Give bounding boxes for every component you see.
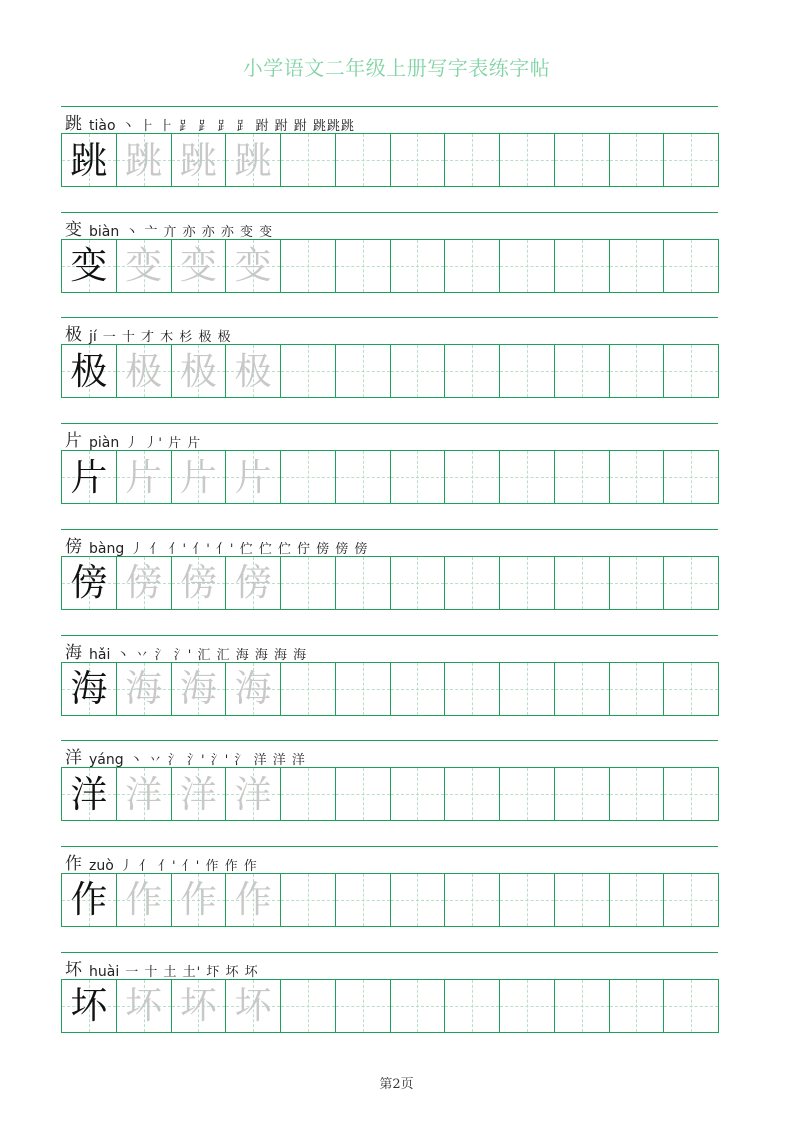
guide-line	[363, 768, 364, 820]
guide-line	[527, 240, 528, 292]
trace-cell	[117, 344, 172, 398]
character-label: 作	[65, 853, 82, 874]
practice-row	[61, 212, 718, 294]
blank-cell	[500, 133, 555, 187]
blank-cell	[610, 979, 665, 1033]
character-label: 海	[65, 642, 82, 663]
trace-cell	[117, 767, 172, 821]
guide-line	[582, 874, 583, 926]
blank-cell	[445, 133, 500, 187]
pinyin-label: piàn	[89, 435, 120, 452]
guide-line	[636, 980, 637, 1032]
blank-cell	[555, 873, 610, 927]
guide-line	[417, 240, 418, 292]
blank-cell	[336, 979, 391, 1033]
guide-line	[472, 557, 473, 609]
stroke-order: 丿 亻 亻' 亻' 作 作 作	[119, 858, 258, 874]
guide-line	[417, 345, 418, 397]
stroke-order: 丶 ⺊ ⺊ ⻊ ⻊ ⻊ ⻊ 跗 跗 跗 跳跳跳	[121, 119, 355, 134]
blank-cell	[281, 979, 336, 1033]
guide-line	[527, 768, 528, 820]
guide-line	[472, 451, 473, 503]
guide-line	[691, 451, 692, 503]
writing-grid	[61, 662, 718, 716]
blank-cell	[281, 556, 336, 610]
stroke-order: 一 十 才 木 杉 极 极	[102, 330, 232, 346]
guide-line	[636, 768, 637, 820]
guide-line	[527, 345, 528, 397]
character-info	[65, 431, 201, 451]
blank-cell	[445, 979, 500, 1033]
blank-cell	[445, 767, 500, 821]
trace-character: 海	[234, 667, 272, 710]
model-character: 坏	[70, 984, 108, 1028]
blank-cell	[610, 556, 665, 610]
blank-cell	[445, 239, 500, 293]
trace-cell	[117, 873, 172, 927]
trace-cell	[226, 662, 281, 716]
guide-line	[308, 345, 309, 397]
blank-cell	[391, 979, 446, 1033]
trace-character: 片	[234, 455, 272, 499]
trace-cell	[226, 767, 281, 821]
trace-character: 变	[179, 244, 217, 288]
guide-line	[417, 557, 418, 609]
blank-cell	[664, 662, 719, 716]
guide-line	[691, 345, 692, 397]
model-character: 极	[70, 349, 108, 393]
model-cell	[62, 239, 117, 293]
model-character: 片	[70, 455, 108, 499]
practice-row	[61, 846, 718, 928]
blank-cell	[500, 979, 555, 1033]
model-character: 变	[70, 244, 108, 288]
blank-cell	[500, 556, 555, 610]
model-character: 傍	[70, 561, 108, 605]
blank-cell	[336, 556, 391, 610]
blank-cell	[610, 133, 665, 187]
blank-cell	[555, 662, 610, 716]
guide-line	[363, 345, 364, 397]
guide-line	[472, 768, 473, 820]
stroke-order: 丶 丷 氵 氵' 汇 汇 海 海 海 海	[116, 647, 308, 663]
blank-cell	[500, 239, 555, 293]
pinyin-label: yáng	[89, 752, 124, 769]
character-info	[65, 537, 368, 557]
practice-row	[61, 529, 718, 611]
writing-grid	[61, 979, 718, 1033]
guide-line	[472, 980, 473, 1032]
model-cell	[62, 767, 117, 821]
stroke-order: 丶 亠 亣 亦 亦 亦 变 变	[125, 224, 274, 240]
stroke-order: 丿 丿' 片 片	[125, 436, 202, 452]
blank-cell	[445, 556, 500, 610]
practice-row	[61, 952, 718, 1034]
model-cell	[62, 979, 117, 1033]
model-cell	[62, 556, 117, 610]
guide-line	[308, 768, 309, 820]
guide-line	[363, 557, 364, 609]
model-cell	[62, 450, 117, 504]
guide-line	[472, 663, 473, 715]
character-info	[65, 854, 258, 874]
character-info	[65, 748, 306, 768]
trace-character: 洋	[179, 772, 217, 816]
guide-line	[582, 345, 583, 397]
trace-cell	[226, 556, 281, 610]
blank-cell	[610, 767, 665, 821]
blank-cell	[500, 344, 555, 398]
guide-line	[527, 557, 528, 609]
pinyin-label: hǎi	[89, 646, 111, 663]
blank-cell	[555, 979, 610, 1033]
row-divider	[61, 529, 718, 530]
character-info	[65, 325, 232, 345]
blank-cell	[391, 767, 446, 821]
blank-cell	[281, 239, 336, 293]
blank-cell	[281, 133, 336, 187]
blank-cell	[391, 556, 446, 610]
trace-cell	[172, 133, 227, 187]
blank-cell	[445, 662, 500, 716]
blank-cell	[336, 662, 391, 716]
practice-row	[61, 423, 718, 505]
guide-line	[636, 240, 637, 292]
blank-cell	[281, 767, 336, 821]
guide-line	[582, 134, 583, 186]
blank-cell	[281, 873, 336, 927]
blank-cell	[555, 450, 610, 504]
guide-line	[691, 980, 692, 1032]
blank-cell	[391, 239, 446, 293]
guide-line	[308, 134, 309, 186]
character-info	[65, 960, 259, 980]
guide-line	[582, 240, 583, 292]
guide-line	[417, 980, 418, 1032]
guide-line	[363, 240, 364, 292]
pinyin-label: tiào	[89, 118, 116, 134]
blank-cell	[555, 344, 610, 398]
guide-line	[417, 663, 418, 715]
trace-character: 坏	[125, 984, 163, 1028]
guide-line	[308, 874, 309, 926]
practice-row	[61, 317, 718, 399]
guide-line	[691, 240, 692, 292]
guide-line	[582, 768, 583, 820]
blank-cell	[391, 133, 446, 187]
guide-line	[308, 240, 309, 292]
trace-character: 海	[125, 667, 163, 710]
guide-line	[363, 451, 364, 503]
page-title: 小学语文二年级上册写字表练字帖	[242, 56, 551, 80]
trace-cell	[117, 979, 172, 1033]
blank-cell	[500, 450, 555, 504]
blank-cell	[664, 873, 719, 927]
character-label: 洋	[65, 748, 82, 769]
blank-cell	[664, 344, 719, 398]
guide-line	[417, 874, 418, 926]
blank-cell	[664, 556, 719, 610]
character-info	[65, 114, 355, 134]
model-cell	[62, 344, 117, 398]
blank-cell	[610, 662, 665, 716]
trace-cell	[117, 239, 172, 293]
trace-cell	[172, 344, 227, 398]
blank-cell	[664, 133, 719, 187]
guide-line	[582, 557, 583, 609]
row-divider	[61, 106, 718, 107]
trace-cell	[226, 239, 281, 293]
trace-cell	[172, 979, 227, 1033]
model-cell	[62, 873, 117, 927]
guide-line	[472, 240, 473, 292]
trace-cell	[172, 556, 227, 610]
stroke-order: 丶 丷 氵 氵' 氵' 氵 洋 洋 洋	[129, 753, 306, 769]
guide-line	[308, 557, 309, 609]
guide-line	[636, 345, 637, 397]
page-number: 第2页	[379, 1077, 414, 1092]
model-character: 作	[70, 878, 108, 922]
guide-line	[582, 451, 583, 503]
blank-cell	[336, 767, 391, 821]
trace-cell	[172, 873, 227, 927]
blank-cell	[610, 344, 665, 398]
guide-line	[691, 134, 692, 186]
pinyin-label: bàng	[89, 540, 125, 557]
guide-line	[417, 134, 418, 186]
guide-line	[691, 874, 692, 926]
blank-cell	[336, 344, 391, 398]
character-label: 变	[65, 219, 82, 240]
guide-line	[527, 663, 528, 715]
blank-cell	[281, 344, 336, 398]
writing-grid	[61, 133, 718, 187]
trace-character: 海	[179, 667, 217, 710]
trace-character: 坏	[179, 984, 217, 1028]
guide-line	[636, 557, 637, 609]
blank-cell	[445, 450, 500, 504]
blank-cell	[555, 767, 610, 821]
guide-line	[636, 451, 637, 503]
trace-cell	[226, 873, 281, 927]
trace-cell	[117, 662, 172, 716]
blank-cell	[445, 873, 500, 927]
trace-cell	[117, 556, 172, 610]
guide-line	[472, 134, 473, 186]
guide-line	[363, 874, 364, 926]
pinyin-label: jí	[89, 329, 97, 346]
character-label: 坏	[65, 959, 82, 980]
practice-row	[61, 635, 718, 717]
row-divider	[61, 952, 718, 953]
row-divider	[61, 846, 718, 847]
guide-line	[527, 134, 528, 186]
blank-cell	[664, 979, 719, 1033]
pinyin-label: biàn	[89, 223, 120, 240]
writing-grid	[61, 450, 718, 504]
trace-character: 洋	[125, 772, 163, 816]
guide-line	[636, 134, 637, 186]
blank-cell	[555, 239, 610, 293]
blank-cell	[336, 450, 391, 504]
trace-character: 跳	[179, 138, 217, 182]
trace-character: 片	[125, 455, 163, 499]
practice-row	[61, 106, 718, 188]
guide-line	[363, 663, 364, 715]
trace-character: 跳	[234, 138, 272, 182]
blank-cell	[555, 133, 610, 187]
writing-grid	[61, 344, 718, 398]
trace-cell	[172, 450, 227, 504]
guide-line	[472, 345, 473, 397]
character-info	[65, 220, 273, 240]
blank-cell	[555, 556, 610, 610]
stroke-order: 丿 亻 亻' 亻' 亻' 伫 伫 伫 佇 傍 傍 傍	[130, 541, 369, 557]
guide-line	[636, 874, 637, 926]
trace-character: 极	[234, 349, 272, 393]
blank-cell	[445, 344, 500, 398]
blank-cell	[610, 873, 665, 927]
trace-cell	[226, 344, 281, 398]
row-divider	[61, 740, 718, 741]
blank-cell	[664, 767, 719, 821]
model-character: 跳	[70, 138, 108, 182]
trace-character: 坏	[234, 984, 272, 1028]
blank-cell	[500, 873, 555, 927]
trace-cell	[172, 239, 227, 293]
trace-cell	[172, 767, 227, 821]
practice-row	[61, 740, 718, 822]
trace-cell	[226, 450, 281, 504]
blank-cell	[281, 662, 336, 716]
blank-cell	[336, 239, 391, 293]
guide-line	[472, 874, 473, 926]
trace-cell	[226, 133, 281, 187]
guide-line	[308, 451, 309, 503]
guide-line	[691, 557, 692, 609]
character-info	[65, 643, 307, 663]
model-cell	[62, 133, 117, 187]
trace-cell	[117, 133, 172, 187]
blank-cell	[500, 662, 555, 716]
row-divider	[61, 212, 718, 213]
guide-line	[691, 663, 692, 715]
model-character: 海	[70, 667, 108, 710]
guide-line	[527, 980, 528, 1032]
trace-character: 傍	[234, 561, 272, 605]
character-label: 极	[65, 325, 82, 346]
blank-cell	[610, 450, 665, 504]
pinyin-label: zuò	[89, 857, 114, 874]
guide-line	[417, 768, 418, 820]
trace-cell	[117, 450, 172, 504]
guide-line	[527, 451, 528, 503]
blank-cell	[664, 450, 719, 504]
blank-cell	[391, 662, 446, 716]
guide-line	[308, 980, 309, 1032]
row-divider	[61, 635, 718, 636]
stroke-order: 一 十 土 土' 圷 坏 坏	[125, 964, 259, 980]
guide-line	[636, 663, 637, 715]
trace-character: 作	[179, 878, 217, 922]
writing-grid	[61, 873, 718, 927]
trace-cell	[172, 662, 227, 716]
trace-character: 洋	[234, 772, 272, 816]
model-cell	[62, 662, 117, 716]
trace-cell	[226, 979, 281, 1033]
guide-line	[308, 663, 309, 715]
guide-line	[527, 874, 528, 926]
trace-character: 作	[125, 878, 163, 922]
model-character: 洋	[70, 772, 108, 816]
blank-cell	[391, 873, 446, 927]
trace-character: 变	[125, 244, 163, 288]
guide-line	[363, 134, 364, 186]
guide-line	[363, 980, 364, 1032]
writing-grid	[61, 556, 718, 610]
writing-grid	[61, 767, 718, 821]
guide-line	[417, 451, 418, 503]
blank-cell	[336, 133, 391, 187]
trace-character: 作	[234, 878, 272, 922]
character-label: 跳	[65, 114, 82, 134]
character-label: 傍	[65, 536, 82, 557]
row-divider	[61, 317, 718, 318]
trace-character: 极	[125, 349, 163, 393]
trace-character: 傍	[179, 561, 217, 605]
trace-character: 变	[234, 244, 272, 288]
blank-cell	[336, 873, 391, 927]
trace-character: 傍	[125, 561, 163, 605]
trace-character: 极	[179, 349, 217, 393]
guide-line	[582, 663, 583, 715]
writing-grid	[61, 239, 718, 293]
blank-cell	[391, 344, 446, 398]
guide-line	[691, 768, 692, 820]
blank-cell	[664, 239, 719, 293]
trace-character: 跳	[125, 138, 163, 182]
blank-cell	[391, 450, 446, 504]
blank-cell	[500, 767, 555, 821]
guide-line	[582, 980, 583, 1032]
row-divider	[61, 423, 718, 424]
blank-cell	[281, 450, 336, 504]
trace-character: 片	[179, 455, 217, 499]
character-label: 片	[65, 431, 82, 452]
blank-cell	[610, 239, 665, 293]
pinyin-label: huài	[89, 963, 120, 980]
